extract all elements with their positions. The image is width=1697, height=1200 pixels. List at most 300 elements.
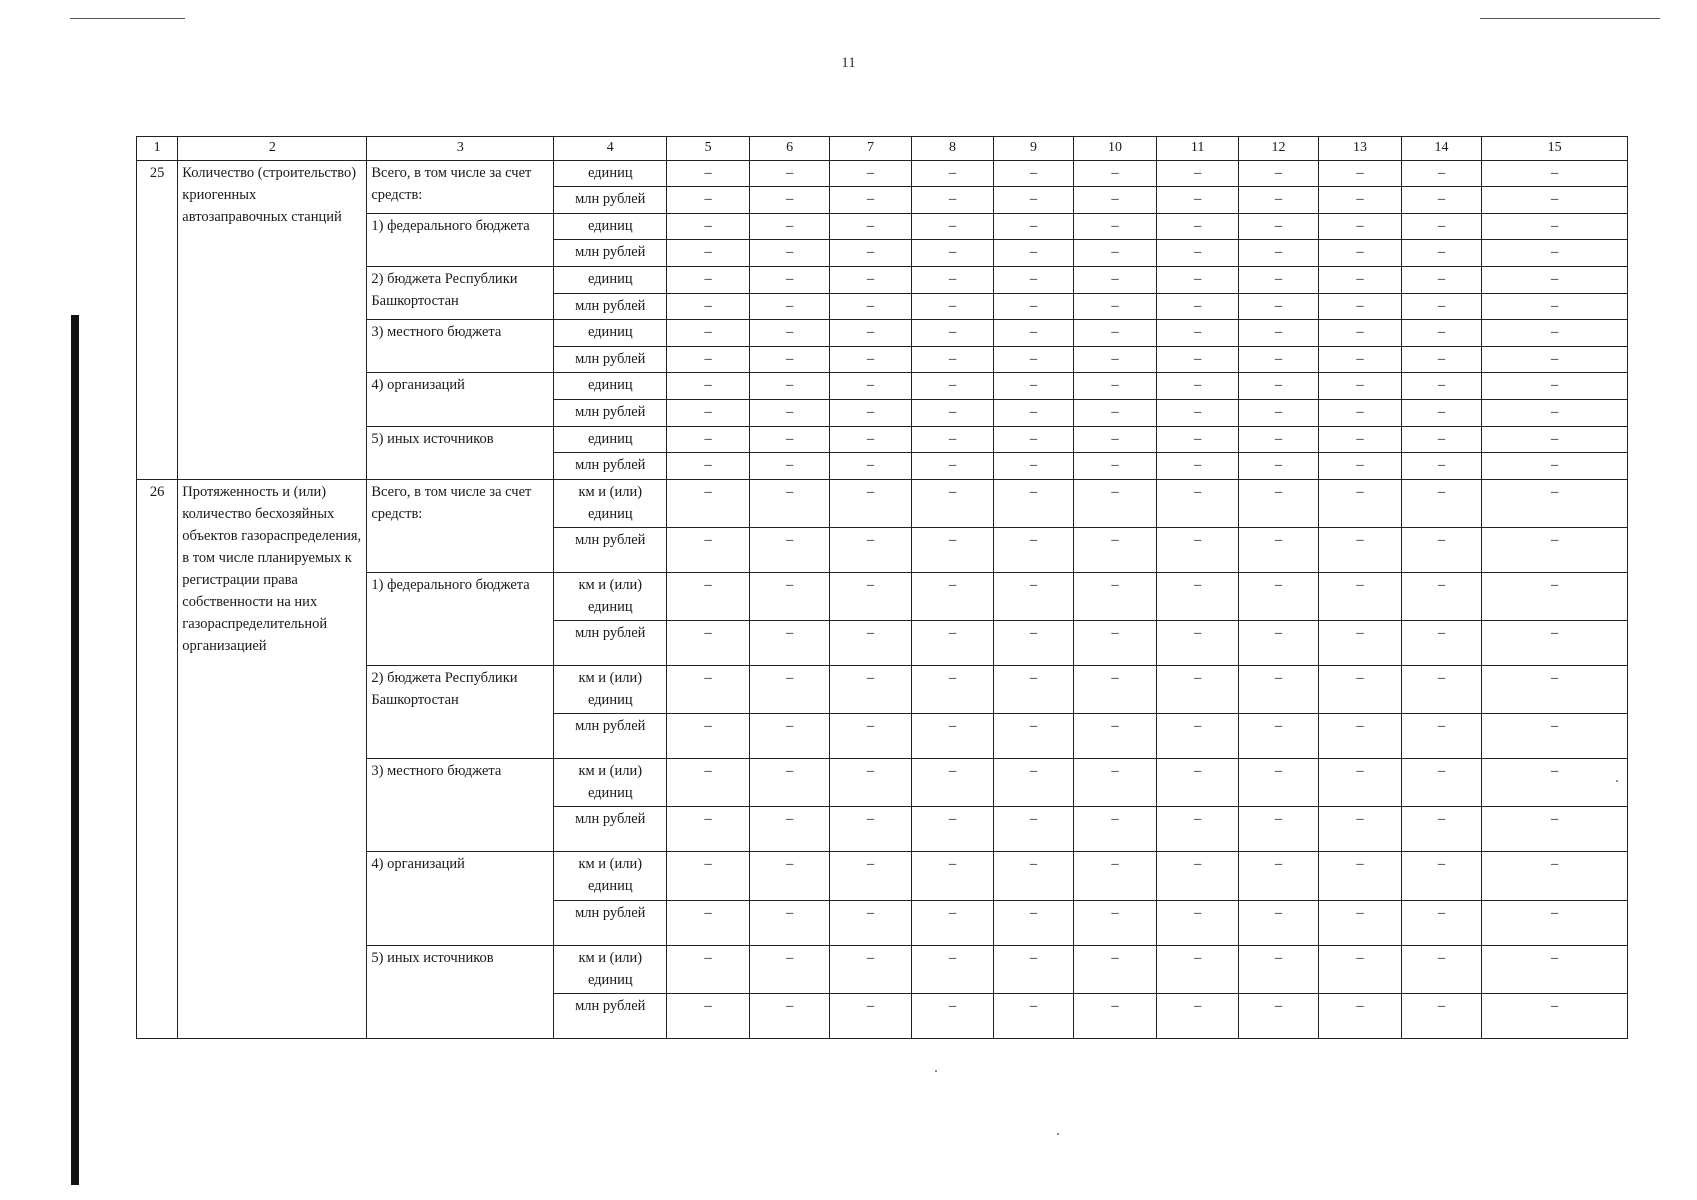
empty-value-dash: – [1274,997,1283,1014]
empty-value-dash: – [948,718,957,735]
empty-value-dash: – [1111,244,1119,261]
column-number-header: 8 [911,137,994,161]
empty-value-dash: – [1356,670,1364,687]
empty-value-dash: – [1274,718,1283,735]
empty-value-dash: – [1111,949,1119,966]
empty-value-dash: – [704,949,712,966]
empty-value-dash: – [1356,324,1364,341]
empty-value-dash: – [1437,324,1446,341]
value-cell [1157,621,1239,666]
funding-source: 3) местного бюджета [367,759,554,852]
empty-value-dash: – [1356,164,1364,181]
value-cell [1401,187,1481,214]
unit-of-measure: единиц [554,373,667,400]
empty-value-dash: – [1193,718,1202,735]
empty-value-dash: – [948,191,957,208]
value-cell [1401,373,1481,400]
empty-value-dash: – [785,997,794,1014]
empty-value-dash: – [948,457,957,474]
value-cell [1319,479,1402,527]
empty-value-dash: – [1274,164,1283,181]
value-cell [749,714,829,759]
column-number-header: 4 [554,137,667,161]
empty-value-dash: – [1356,811,1364,828]
scan-speck [935,1070,937,1072]
empty-value-dash: – [785,297,794,314]
empty-value-dash: – [1356,217,1364,234]
value-cell [1482,993,1628,1038]
unit-of-measure: млн рублей [554,293,667,320]
value-cell [911,240,994,267]
value-cell [667,573,750,621]
empty-value-dash: – [948,217,957,234]
value-cell [667,213,750,240]
value-cell [1401,320,1481,347]
empty-value-dash: – [1550,457,1559,474]
value-cell [911,373,994,400]
row-number: 26 [137,479,178,1038]
unit-of-measure: млн рублей [554,240,667,267]
empty-value-dash: – [1437,531,1446,548]
column-number-header: 7 [830,137,912,161]
empty-value-dash: – [1193,625,1202,642]
empty-value-dash: – [1111,483,1119,500]
empty-value-dash: – [1193,324,1202,341]
scan-binding-edge [71,315,79,1185]
empty-value-dash: – [866,244,875,261]
value-cell [1482,320,1628,347]
empty-value-dash: – [1356,297,1364,314]
value-cell [1073,453,1157,480]
value-cell [911,213,994,240]
empty-value-dash: – [866,350,875,367]
value-cell [994,373,1073,400]
funding-source: 4) организаций [367,373,554,426]
empty-value-dash: – [1029,457,1038,474]
value-cell [994,160,1073,187]
value-cell [667,993,750,1038]
value-cell [911,714,994,759]
empty-value-dash: – [1193,763,1202,780]
value-cell [1482,714,1628,759]
empty-value-dash: – [1437,670,1446,687]
value-cell [667,373,750,400]
value-cell [1482,400,1628,427]
value-cell [749,320,829,347]
unit-of-measure: км и (или) единиц [554,852,667,900]
value-cell [749,759,829,807]
empty-value-dash: – [1029,718,1038,735]
empty-value-dash: – [1193,856,1202,873]
empty-value-dash: – [704,457,712,474]
value-cell [667,453,750,480]
empty-value-dash: – [866,297,875,314]
value-cell [994,852,1073,900]
value-cell [1238,426,1318,453]
value-cell [830,666,912,714]
empty-value-dash: – [948,164,957,181]
value-cell [1238,187,1318,214]
value-cell [1319,759,1402,807]
empty-value-dash: – [1550,856,1559,873]
empty-value-dash: – [948,811,957,828]
value-cell [994,320,1073,347]
empty-value-dash: – [1111,718,1119,735]
value-cell [1401,945,1481,993]
empty-value-dash: – [1193,350,1202,367]
empty-value-dash: – [948,577,957,594]
empty-value-dash: – [866,270,875,287]
funding-source: 3) местного бюджета [367,320,554,373]
empty-value-dash: – [948,763,957,780]
empty-value-dash: – [1111,625,1119,642]
empty-value-dash: – [948,856,957,873]
unit-of-measure: млн рублей [554,621,667,666]
empty-value-dash: – [948,324,957,341]
empty-value-dash: – [785,191,794,208]
empty-value-dash: – [704,324,712,341]
empty-value-dash: – [1437,763,1446,780]
indicators-table [136,136,1628,1039]
value-cell [1482,852,1628,900]
empty-value-dash: – [1111,997,1119,1014]
empty-value-dash: – [1029,191,1038,208]
value-cell [749,852,829,900]
empty-value-dash: – [1356,430,1364,447]
empty-value-dash: – [1029,625,1038,642]
value-cell [911,852,994,900]
value-cell [1401,666,1481,714]
value-cell [830,759,912,807]
value-cell [1238,373,1318,400]
value-cell [1238,666,1318,714]
value-cell [1482,426,1628,453]
value-cell [667,621,750,666]
empty-value-dash: – [1193,997,1202,1014]
empty-value-dash: – [1550,350,1559,367]
value-cell [1319,187,1402,214]
empty-value-dash: – [704,297,712,314]
empty-value-dash: – [1274,191,1283,208]
empty-value-dash: – [1274,904,1283,921]
empty-value-dash: – [1356,531,1364,548]
empty-value-dash: – [785,217,794,234]
column-number-header: 12 [1238,137,1318,161]
empty-value-dash: – [1193,217,1202,234]
value-cell [1319,714,1402,759]
empty-value-dash: – [1111,297,1119,314]
value-cell [1319,240,1402,267]
indicator-name: Количество (строительство) криогенных автозаправочных станций [178,160,367,479]
value-cell [1157,852,1239,900]
value-cell [1319,426,1402,453]
value-cell [749,453,829,480]
empty-value-dash: – [1111,856,1119,873]
value-cell [911,346,994,373]
value-cell [1073,160,1157,187]
value-cell [1073,240,1157,267]
empty-value-dash: – [704,997,712,1014]
value-cell [1073,852,1157,900]
value-cell [1157,293,1239,320]
value-cell [1238,293,1318,320]
value-cell [1238,479,1318,527]
funding-source: 2) бюджета Республики Башкортостан [367,266,554,319]
empty-value-dash: – [785,949,794,966]
value-cell [830,993,912,1038]
value-cell [667,426,750,453]
empty-value-dash: – [1550,164,1559,181]
value-cell [1401,993,1481,1038]
empty-value-dash: – [866,531,875,548]
value-cell [1482,807,1628,852]
empty-value-dash: – [1111,577,1119,594]
empty-value-dash: – [704,244,712,261]
value-cell [667,527,750,572]
empty-value-dash: – [1356,404,1364,421]
value-cell [994,666,1073,714]
value-cell [1482,266,1628,293]
empty-value-dash: – [1356,377,1364,394]
value-cell [749,240,829,267]
value-cell [667,187,750,214]
empty-value-dash: – [1356,718,1364,735]
empty-value-dash: – [866,457,875,474]
empty-value-dash: – [1111,191,1119,208]
empty-value-dash: – [1437,625,1446,642]
value-cell [1401,213,1481,240]
empty-value-dash: – [1274,350,1283,367]
empty-value-dash: – [948,377,957,394]
empty-value-dash: – [785,430,794,447]
value-cell [1401,807,1481,852]
empty-value-dash: – [1029,811,1038,828]
value-cell [1073,807,1157,852]
value-cell [667,400,750,427]
empty-value-dash: – [1029,350,1038,367]
empty-value-dash: – [1029,577,1038,594]
value-cell [1073,426,1157,453]
column-number-header: 9 [994,137,1073,161]
value-cell [1482,213,1628,240]
unit-of-measure: млн рублей [554,527,667,572]
value-cell [1157,714,1239,759]
value-cell [1073,320,1157,347]
empty-value-dash: – [1029,997,1038,1014]
empty-value-dash: – [1550,270,1559,287]
column-number-header: 5 [667,137,750,161]
unit-of-measure: единиц [554,213,667,240]
value-cell [830,240,912,267]
value-cell [749,807,829,852]
empty-value-dash: – [785,718,794,735]
value-cell [1073,293,1157,320]
empty-value-dash: – [1193,164,1202,181]
indicator-name: Протяженность и (или) количество бесхозяйных объектов газораспределения, в том числе планируемых к регистрации права собственности на них газораспределительной организацией [178,479,367,1038]
unit-of-measure: км и (или) единиц [554,945,667,993]
empty-value-dash: – [1111,404,1119,421]
empty-value-dash: – [948,483,957,500]
value-cell [1073,714,1157,759]
value-cell [1157,373,1239,400]
empty-value-dash: – [1437,856,1446,873]
value-cell [1401,900,1481,945]
value-cell [1482,527,1628,572]
value-cell [1319,852,1402,900]
empty-value-dash: – [866,404,875,421]
value-cell [1073,900,1157,945]
value-cell [749,293,829,320]
value-cell [1319,266,1402,293]
empty-value-dash: – [1437,904,1446,921]
empty-value-dash: – [785,811,794,828]
value-cell [749,160,829,187]
empty-value-dash: – [1029,763,1038,780]
value-cell [1238,346,1318,373]
value-cell [1238,714,1318,759]
value-cell [830,621,912,666]
empty-value-dash: – [1193,949,1202,966]
empty-value-dash: – [704,670,712,687]
empty-value-dash: – [1029,217,1038,234]
value-cell [749,900,829,945]
empty-value-dash: – [704,625,712,642]
value-cell [1238,400,1318,427]
empty-value-dash: – [1193,297,1202,314]
value-cell [1401,479,1481,527]
empty-value-dash: – [704,811,712,828]
value-cell [749,945,829,993]
value-cell [1482,346,1628,373]
empty-value-dash: – [1111,904,1119,921]
empty-value-dash: – [785,531,794,548]
value-cell [911,621,994,666]
empty-value-dash: – [1550,811,1559,828]
empty-value-dash: – [1029,164,1038,181]
value-cell [830,187,912,214]
empty-value-dash: – [1111,763,1119,780]
empty-value-dash: – [785,377,794,394]
column-number-header: 14 [1401,137,1481,161]
value-cell [1238,160,1318,187]
value-cell [1482,666,1628,714]
empty-value-dash: – [1193,457,1202,474]
empty-value-dash: – [948,997,957,1014]
empty-value-dash: – [1111,270,1119,287]
unit-of-measure: млн рублей [554,346,667,373]
value-cell [830,160,912,187]
value-cell [830,426,912,453]
empty-value-dash: – [1029,244,1038,261]
value-cell [1482,900,1628,945]
empty-value-dash: – [1550,718,1559,735]
table-row [137,160,1628,187]
value-cell [749,527,829,572]
value-cell [1073,479,1157,527]
value-cell [1238,852,1318,900]
value-cell [1238,266,1318,293]
value-cell [830,573,912,621]
empty-value-dash: – [948,625,957,642]
value-cell [911,160,994,187]
value-cell [1073,373,1157,400]
value-cell [911,759,994,807]
empty-value-dash: – [704,763,712,780]
value-cell [667,160,750,187]
empty-value-dash: – [1029,404,1038,421]
empty-value-dash: – [1550,244,1559,261]
empty-value-dash: – [866,483,875,500]
value-cell [830,400,912,427]
value-cell [1401,400,1481,427]
column-number-header: 10 [1073,137,1157,161]
value-cell [994,187,1073,214]
value-cell [749,479,829,527]
value-cell [994,453,1073,480]
empty-value-dash: – [866,217,875,234]
value-cell [1238,320,1318,347]
value-cell [830,320,912,347]
value-cell [830,945,912,993]
empty-value-dash: – [704,191,712,208]
value-cell [749,266,829,293]
empty-value-dash: – [1274,763,1283,780]
empty-value-dash: – [866,164,875,181]
empty-value-dash: – [785,483,794,500]
empty-value-dash: – [1437,811,1446,828]
value-cell [1073,666,1157,714]
value-cell [1319,400,1402,427]
empty-value-dash: – [1111,377,1119,394]
value-cell [667,945,750,993]
funding-source: 5) иных источников [367,945,554,1038]
empty-value-dash: – [1550,324,1559,341]
empty-value-dash: – [1550,430,1559,447]
value-cell [1401,453,1481,480]
empty-value-dash: – [1111,164,1119,181]
empty-value-dash: – [785,856,794,873]
empty-value-dash: – [1550,670,1559,687]
empty-value-dash: – [704,718,712,735]
empty-value-dash: – [1193,811,1202,828]
value-cell [1319,320,1402,347]
value-cell [667,852,750,900]
row-number: 25 [137,160,178,479]
value-cell [1157,945,1239,993]
value-cell [1482,373,1628,400]
value-cell [1238,573,1318,621]
value-cell [1157,479,1239,527]
funding-source: 4) организаций [367,852,554,945]
value-cell [1073,213,1157,240]
value-cell [1319,945,1402,993]
unit-of-measure: млн рублей [554,187,667,214]
empty-value-dash: – [1550,997,1559,1014]
value-cell [830,213,912,240]
value-cell [1073,527,1157,572]
value-cell [1238,900,1318,945]
value-cell [1157,320,1239,347]
value-cell [1238,213,1318,240]
empty-value-dash: – [1437,997,1446,1014]
empty-value-dash: – [704,270,712,287]
value-cell [1073,993,1157,1038]
value-cell [911,807,994,852]
column-number-row [137,137,1628,161]
empty-value-dash: – [1193,377,1202,394]
empty-value-dash: – [1274,217,1283,234]
empty-value-dash: – [1029,297,1038,314]
